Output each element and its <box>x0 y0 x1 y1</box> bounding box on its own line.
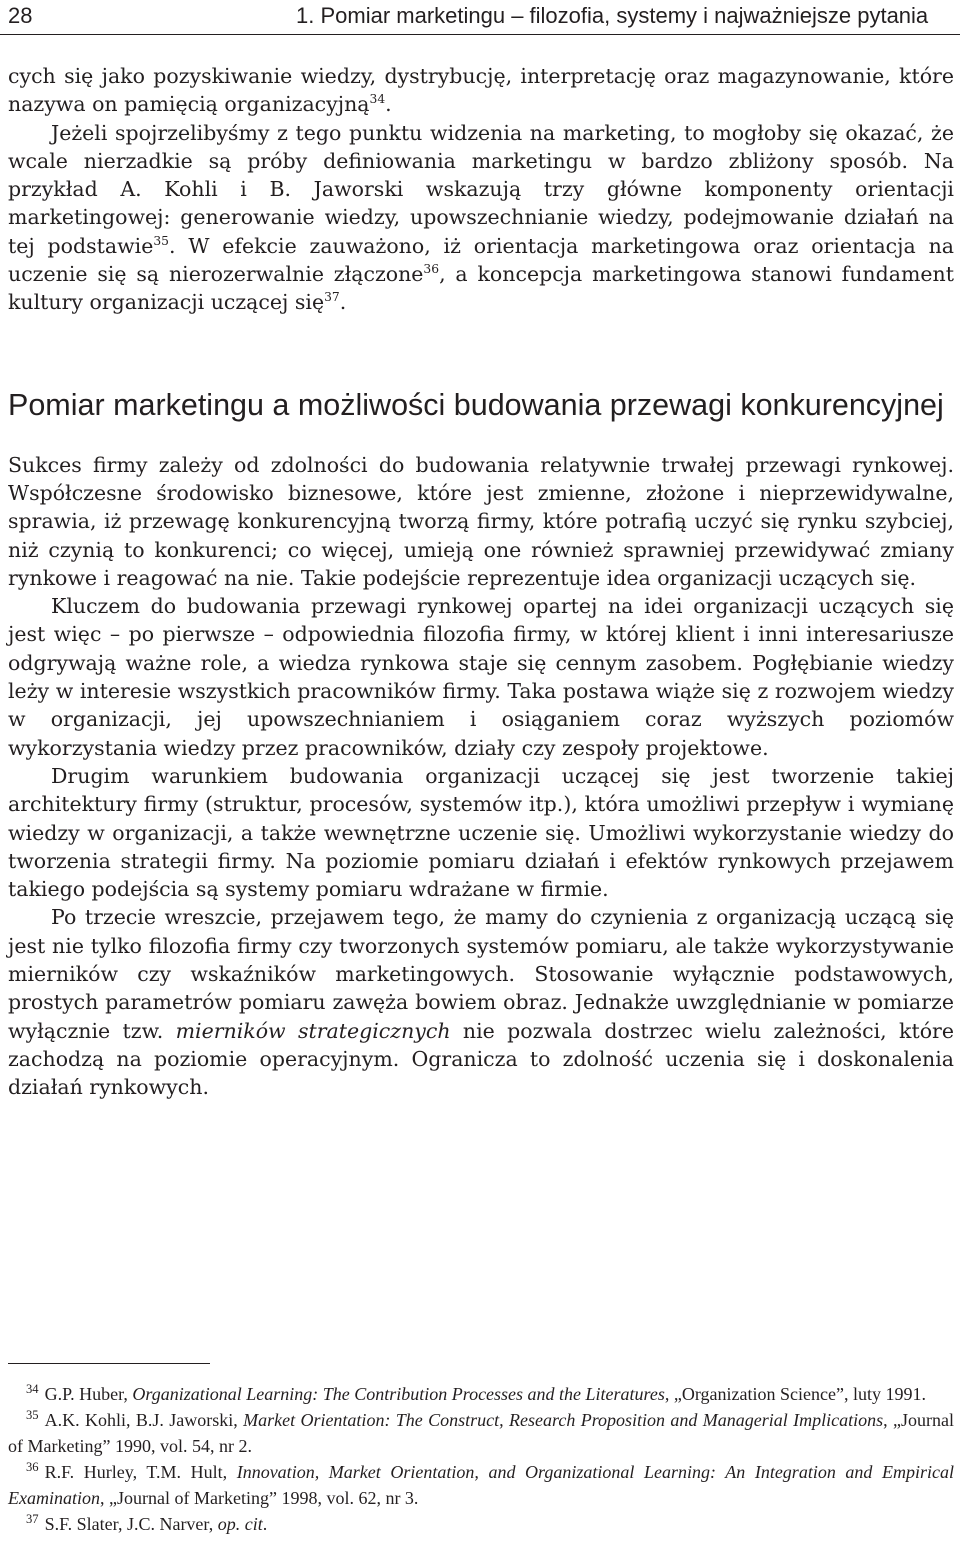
footnote-36 <box>8 1459 954 1511</box>
header-rule <box>0 34 960 35</box>
text-run: nie pozwala dostrzec wielu zależności, które zachodzą na poziomie operacyjnym. Ogranicza to zdolność uczenia się i doskonalenia działań rynkowych. <box>8 1018 954 1100</box>
footnote-source: , „Journal of Marketing” 1998, vol. 62, nr 3. <box>100 1488 419 1508</box>
footnote-ref-37[interactable]: 37 <box>324 290 340 305</box>
paragraph <box>8 119 954 317</box>
paragraph-continued <box>8 62 954 119</box>
text-run: . <box>385 92 392 117</box>
section-heading: Pomiar marketingu a możliwości budowania przewagi konkurencyjnej <box>8 387 944 422</box>
running-header <box>0 0 960 34</box>
text-run: cych się jako pozyskiwanie wiedzy, dystrybucję, interpretację oraz magazynowanie, które nazywa on pamięcią organizacyjną <box>8 64 954 117</box>
paragraph: Sukces firmy zależy od zdolności do budowania relatywnie trwałej przewagi rynkowej. Współczesne środowisko biznesowe, które jest zmienne, złożone i nieprzewidywalne, sprawia, iż przewagę konkurencyjną tworzą firmy, które potrafią uczyć się rynku szybciej, niż czynią to konkurenci; co więcej, umieją one również sprawniej przewidywać zmiany rynkowe i reagować na nie. Takie podejście reprezentuje idea organizacji uczących się. <box>8 452 954 590</box>
footnote-author: G.P. Huber, <box>44 1384 128 1404</box>
footnote-source: . <box>262 1514 268 1534</box>
text-run: Po trzecie wreszcie, przejawem tego, że mamy do czynienia z organizacją uczącą się jest nie tylko filozofia firmy czy tworzonych systemów pomiaru, ale także wykorzystywanie mierników czy wskaźników marketingowych. Stosowanie wyłącznie podstawowych, prostych parametrów pomiaru zawęża bowiem obraz. Jednakże uwzględnianie w pomiarze wyłącznie tzw. <box>8 905 954 1043</box>
footnote-37 <box>8 1511 954 1537</box>
text-run: Jeżeli spojrzelibyśmy z tego punktu widzenia na marketing, to mogłoby się okazać, że wcale nierzadkie są próby definiowania marketingu w bardzo zbliżony sposób. Na przykład A. Kohli i B. Jaworski wskazują trzy główne komponenty orientacji marketingowej: generowanie wiedzy, upowszechnianie wiedzy, podejmowanie działań na tej podstawie <box>8 120 954 258</box>
footnote-rule <box>8 1363 210 1364</box>
paragraph: Drugim warunkiem budowania organizacji uczącej się jest tworzenie takiej architektury firmy (struktur, procesów, systemów itp.), która umożliwi przepływ i wymianę wiedzy w organizacji, a także wewnętrzne uczenie się. Umożliwi wykorzystanie wiedzy do tworzenia strategii firmy. Na poziomie pomiaru działań i efektów rynkowych przejawem takiego podejścia są systemy pomiaru wdrażane w firmie. <box>8 763 954 902</box>
footnote-source: , „Organization Science”, luty 1991. <box>664 1384 926 1404</box>
footnote-title: Organizational Learning: The Contribution Processes and the Literatures <box>132 1384 665 1404</box>
main-text <box>8 62 954 1102</box>
footnote-ref-35[interactable]: 35 <box>153 233 170 248</box>
footnote-number: 35 <box>26 1408 39 1422</box>
text-run: , a koncepcja marketingowa stanowi fundament kultury organizacji uczącej się <box>8 262 954 315</box>
footnote-source: , „Journal of Marketing” 1990, vol. 54, nr 2. <box>8 1410 955 1456</box>
footnote-ref-34[interactable]: 34 <box>369 92 386 107</box>
footnote-author: R.F. Hurley, T.M. Hult, <box>44 1462 228 1482</box>
footnote-number: 34 <box>26 1382 39 1396</box>
text-run: . <box>339 290 347 315</box>
footnotes <box>8 1381 954 1537</box>
emphasis: mierników strategicznych <box>175 1018 451 1043</box>
footnote-title: Innovation, Market Orientation, and Organizational Learning: An Integration and Empirical Examination <box>8 1462 954 1508</box>
footnote-35 <box>8 1407 954 1459</box>
footnote-title: op. cit <box>217 1514 263 1534</box>
text-run: . W efekcie zauważono, iż orientacja marketingowa oraz orientacja na uczenie się są nierozerwalnie złączone <box>8 233 954 287</box>
footnote-author: S.F. Slater, J.C. Narver, <box>44 1514 214 1534</box>
footnote-number: 36 <box>26 1460 39 1474</box>
paragraph: Kluczem do budowania przewagi rynkowej opartej na idei organizacji uczących się jest więc – po pierwsze – odpowiednia filozofia firmy, w której klient i inni interesariusze odgrywają ważne role, a wiedza rynkowa staje się cennym zasobem. Pogłębianie wiedzy leży w interesie wszystkich pracowników firmy. Taka postawa wiąże się z rozwojem wiedzy w organizacji, jej upowszechnianiem i osiąganiem coraz wyższych poziomów wykorzystania wiedzy przez pracowników, działy czy zespoły projektowe. <box>8 594 954 760</box>
chapter-title: 1. Pomiar marketingu – filozofia, systemy i najważniejsze pytania <box>296 3 929 28</box>
paragraph <box>8 903 954 1101</box>
footnote-ref-36[interactable]: 36 <box>423 262 440 277</box>
footnote-number: 37 <box>26 1512 39 1526</box>
footnote-title: Market Orientation: The Construct, Research Proposition and Managerial Implications <box>243 1410 884 1430</box>
footnote-author: A.K. Kohli, B.J. Jaworski, <box>44 1410 238 1430</box>
page-number: 28 <box>8 3 33 28</box>
footnote-34 <box>8 1381 954 1407</box>
